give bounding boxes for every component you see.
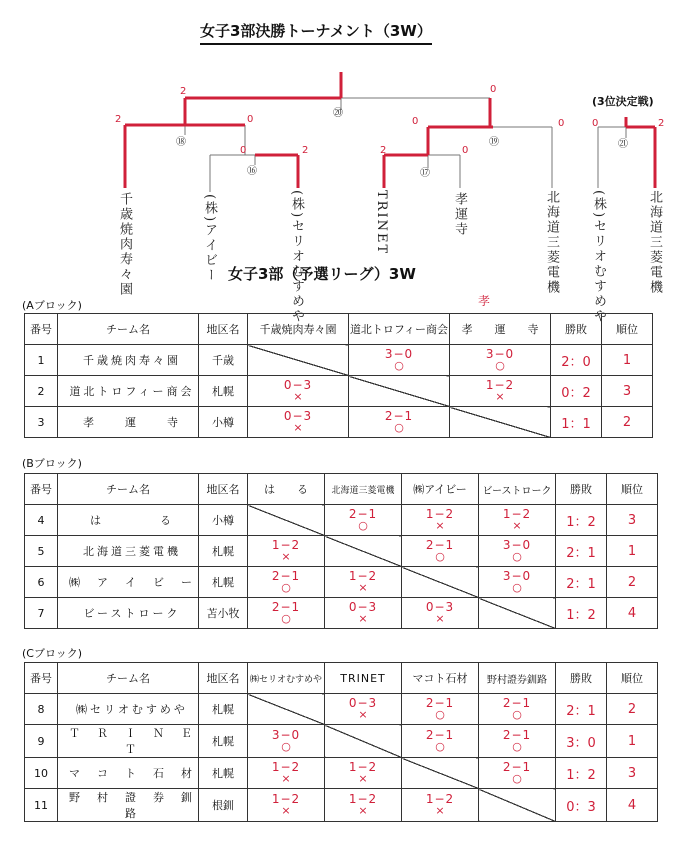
table-row	[25, 345, 653, 376]
match-result-mark: 1−2 ×	[425, 791, 455, 817]
header-area: 地区名	[199, 474, 248, 505]
win-loss: 1：1	[551, 407, 602, 438]
match-number-20: ⑳	[333, 108, 343, 119]
match-result	[248, 598, 325, 629]
match-result-mark: 2−1 ○	[502, 695, 532, 721]
table-row	[25, 407, 653, 438]
header-no: 番号	[25, 663, 58, 694]
match-result-mark: 0−3 ×	[425, 599, 455, 625]
header-no: 番号	[25, 474, 58, 505]
rank: 3	[607, 505, 658, 536]
header-opponent: TRINET	[325, 663, 402, 694]
match-result-mark: 2−1 ○	[425, 537, 455, 563]
match-result	[248, 567, 325, 598]
match-result-mark: 3−0 ○	[502, 537, 532, 563]
match-result	[450, 345, 551, 376]
bracket-team-3: (株)セリオむすめや	[289, 190, 304, 325]
rank: 3	[602, 376, 653, 407]
row-number: 8	[25, 694, 58, 725]
match-result	[402, 505, 479, 536]
area-name: 札幌	[199, 567, 248, 598]
area-name: 根釧	[199, 789, 248, 822]
row-number: 10	[25, 758, 58, 789]
row-number: 4	[25, 505, 58, 536]
row-number: 3	[25, 407, 58, 438]
match-result-mark: 2−1 ○	[384, 408, 414, 434]
match-result-mark: 1−2 ×	[348, 759, 378, 785]
match-result-mark: 1−2 ×	[271, 537, 301, 563]
team-name: ㈱セリオむすめや	[58, 694, 199, 725]
bracket-team-4: TRINET	[374, 190, 389, 256]
win-loss: 1：2	[556, 505, 607, 536]
match-result	[402, 536, 479, 567]
win-loss: 1：2	[556, 758, 607, 789]
area-name: 札幌	[199, 725, 248, 758]
rank: 2	[602, 407, 653, 438]
table-row	[25, 505, 658, 536]
team-name: 千歳焼肉寿々園	[58, 345, 199, 376]
area-name: 小樽	[199, 505, 248, 536]
team-name: ㈱ ア イ ビ ー	[58, 567, 199, 598]
diagonal-cell	[325, 725, 402, 758]
match-result	[325, 567, 402, 598]
header-wl: 勝敗	[551, 314, 602, 345]
area-name: 苫小牧	[199, 598, 248, 629]
rank: 1	[607, 536, 658, 567]
rank: 4	[607, 789, 658, 822]
match-result	[402, 789, 479, 822]
header-opponent: 孝 運 寺	[450, 314, 551, 345]
rank: 4	[607, 598, 658, 629]
header-area: 地区名	[199, 663, 248, 694]
block-b-table	[24, 473, 658, 629]
match-result	[248, 725, 325, 758]
match-result	[402, 694, 479, 725]
header-team: チーム名	[58, 314, 199, 345]
score-m17-right: 0	[462, 145, 469, 156]
match-result-mark: 0−3 ×	[283, 408, 313, 434]
header-opponent: 北海道三菱電機	[325, 474, 402, 505]
bracket-team-6: 北海道三菱電機	[544, 190, 559, 295]
match-result-mark: 2−1 ○	[425, 727, 455, 753]
match-result-mark: 1−2 ×	[271, 759, 301, 785]
match-result	[248, 789, 325, 822]
header-wl: 勝敗	[556, 663, 607, 694]
block-a-label: (Aブロック)	[22, 299, 82, 312]
diagonal-cell	[402, 758, 479, 789]
win-loss: 2：1	[556, 694, 607, 725]
match-number-21: ㉑	[618, 139, 628, 150]
bracket-team-1: 千歳焼肉寿々園	[117, 192, 132, 297]
diagonal-cell	[248, 694, 325, 725]
match-result	[325, 505, 402, 536]
header-rank: 順位	[602, 314, 653, 345]
area-name: 札幌	[199, 758, 248, 789]
table-row	[25, 536, 658, 567]
header-wl: 勝敗	[556, 474, 607, 505]
area-name: 札幌	[199, 376, 248, 407]
win-loss: 1：2	[556, 598, 607, 629]
rank: 1	[607, 725, 658, 758]
match-result	[479, 505, 556, 536]
score-m21-right: 2	[658, 118, 665, 129]
win-loss: 2：1	[556, 567, 607, 598]
team-name: 孝 運 寺	[58, 407, 199, 438]
win-loss: 2：0	[551, 345, 602, 376]
area-name: 千歳	[199, 345, 248, 376]
row-number: 7	[25, 598, 58, 629]
match-result-mark: 2−1 ○	[502, 759, 532, 785]
match-result-mark: 1−2 ×	[271, 791, 301, 817]
match-result	[248, 407, 349, 438]
match-result-mark: 1−2 ×	[425, 506, 455, 532]
match-number-16: ⑯	[247, 166, 257, 177]
score-m20-right: 0	[490, 84, 497, 95]
match-number-18: ⑱	[176, 137, 186, 148]
match-result	[248, 376, 349, 407]
header-opponent: 野村證券釧路	[479, 663, 556, 694]
block-a-table	[24, 313, 653, 438]
score-m21-left: 0	[592, 118, 599, 129]
score-m18-left: 2	[115, 114, 122, 125]
rank: 3	[607, 758, 658, 789]
match-result-mark: 0−3 ×	[283, 377, 313, 403]
match-result-mark: 2−1 ○	[271, 568, 301, 594]
match-number-17: ⑰	[420, 168, 430, 179]
score-m19-right: 0	[558, 118, 565, 129]
match-result-mark: 1−2 ×	[348, 568, 378, 594]
table-row	[25, 789, 658, 822]
team-name: 野 村 證 券 釧 路	[58, 789, 199, 822]
team-name: 北海道三菱電機	[58, 536, 199, 567]
block-a-opp-annotation: 孝	[478, 294, 491, 308]
match-result-mark: 0−3 ×	[348, 695, 378, 721]
table-row	[25, 694, 658, 725]
match-result-mark: 1−2 ×	[348, 791, 378, 817]
match-result	[479, 567, 556, 598]
header-team: チーム名	[58, 663, 199, 694]
match-result-mark: 3−0 ○	[502, 568, 532, 594]
score-m16-right: 2	[302, 145, 309, 156]
match-result	[479, 725, 556, 758]
third-place-label: (3位決定戦)	[592, 95, 654, 108]
match-result-mark: 0−3 ×	[348, 599, 378, 625]
diagonal-cell	[248, 345, 349, 376]
league-title: 女子3部（予選リーグ）3W	[228, 265, 416, 283]
header-area: 地区名	[199, 314, 248, 345]
bracket-team-7: (株)セリオむすめや	[591, 190, 606, 325]
win-loss: 0：3	[556, 789, 607, 822]
match-result	[325, 694, 402, 725]
header-team: チーム名	[58, 474, 199, 505]
table-row	[25, 376, 653, 407]
area-name: 札幌	[199, 694, 248, 725]
match-result-mark: 3−0 ○	[271, 727, 301, 753]
header-opponent: マコト石材	[402, 663, 479, 694]
block-b-label: (Bブロック)	[22, 457, 82, 470]
match-result-mark: 3−0 ○	[485, 346, 515, 372]
area-name: 札幌	[199, 536, 248, 567]
diagonal-cell	[325, 536, 402, 567]
rank: 2	[607, 567, 658, 598]
match-result	[325, 789, 402, 822]
score-m20-left: 2	[180, 86, 187, 97]
match-result	[349, 407, 450, 438]
rank: 2	[607, 694, 658, 725]
match-result-mark: 2−1 ○	[425, 695, 455, 721]
diagonal-cell	[479, 598, 556, 629]
score-m19-left: 0	[412, 116, 419, 127]
match-result	[349, 345, 450, 376]
block-c-table	[24, 662, 658, 822]
score-m18-right: 0	[247, 114, 254, 125]
match-result	[402, 598, 479, 629]
win-loss: 2：1	[556, 536, 607, 567]
row-number: 11	[25, 789, 58, 822]
table-row	[25, 725, 658, 758]
bracket-team-2: (株)アイビー	[202, 194, 217, 284]
header-no: 番号	[25, 314, 58, 345]
row-number: 6	[25, 567, 58, 598]
bracket-team-5: 孝運寺	[452, 192, 467, 237]
match-result-mark: 1−2 ×	[502, 506, 532, 532]
diagonal-cell	[248, 505, 325, 536]
diagonal-cell	[479, 789, 556, 822]
match-result	[325, 598, 402, 629]
area-name: 小樽	[199, 407, 248, 438]
team-name: は る	[58, 505, 199, 536]
header-opponent: ビーストローク	[479, 474, 556, 505]
row-number: 9	[25, 725, 58, 758]
bracket-team-8: 北海道三菱電機	[647, 190, 662, 295]
row-number: 2	[25, 376, 58, 407]
header-opponent: は る	[248, 474, 325, 505]
row-number: 5	[25, 536, 58, 567]
row-number: 1	[25, 345, 58, 376]
header-opponent: 道北トロフィー商会	[349, 314, 450, 345]
diagonal-cell	[349, 376, 450, 407]
match-result	[479, 694, 556, 725]
match-result	[325, 758, 402, 789]
header-rank: 順位	[607, 663, 658, 694]
team-name: Ｔ Ｒ Ｉ Ｎ Ｅ Ｔ	[58, 725, 199, 758]
table-row	[25, 567, 658, 598]
match-result-mark: 3−0 ○	[384, 346, 414, 372]
header-opponent: 千歳焼肉寿々園	[248, 314, 349, 345]
score-m16-left: 0	[240, 145, 247, 156]
team-name: 道北トロフィー商会	[58, 376, 199, 407]
win-loss: 3：0	[556, 725, 607, 758]
diagonal-cell	[402, 567, 479, 598]
match-result	[450, 376, 551, 407]
match-result-mark: 2−1 ○	[348, 506, 378, 532]
header-opponent: ㈱セリオむすめや	[248, 663, 325, 694]
header-opponent: ㈱アイビー	[402, 474, 479, 505]
match-result-mark: 2−1 ○	[502, 727, 532, 753]
match-number-19: ⑲	[489, 137, 499, 148]
match-result-mark: 1−2 ×	[485, 377, 515, 403]
match-result	[402, 725, 479, 758]
table-row	[25, 598, 658, 629]
diagonal-cell	[450, 407, 551, 438]
match-result-mark: 2−1 ○	[271, 599, 301, 625]
team-name: マ コ ト 石 材	[58, 758, 199, 789]
win-loss: 0：2	[551, 376, 602, 407]
header-rank: 順位	[607, 474, 658, 505]
tournament-title: 女子3部決勝トーナメント（3W）	[200, 20, 432, 45]
match-result	[479, 758, 556, 789]
score-m17-left: 2	[380, 145, 387, 156]
block-c-label: (Cブロック)	[22, 647, 83, 660]
rank: 1	[602, 345, 653, 376]
table-row	[25, 758, 658, 789]
match-result	[479, 536, 556, 567]
match-result	[248, 758, 325, 789]
match-result	[248, 536, 325, 567]
team-name: ビーストローク	[58, 598, 199, 629]
